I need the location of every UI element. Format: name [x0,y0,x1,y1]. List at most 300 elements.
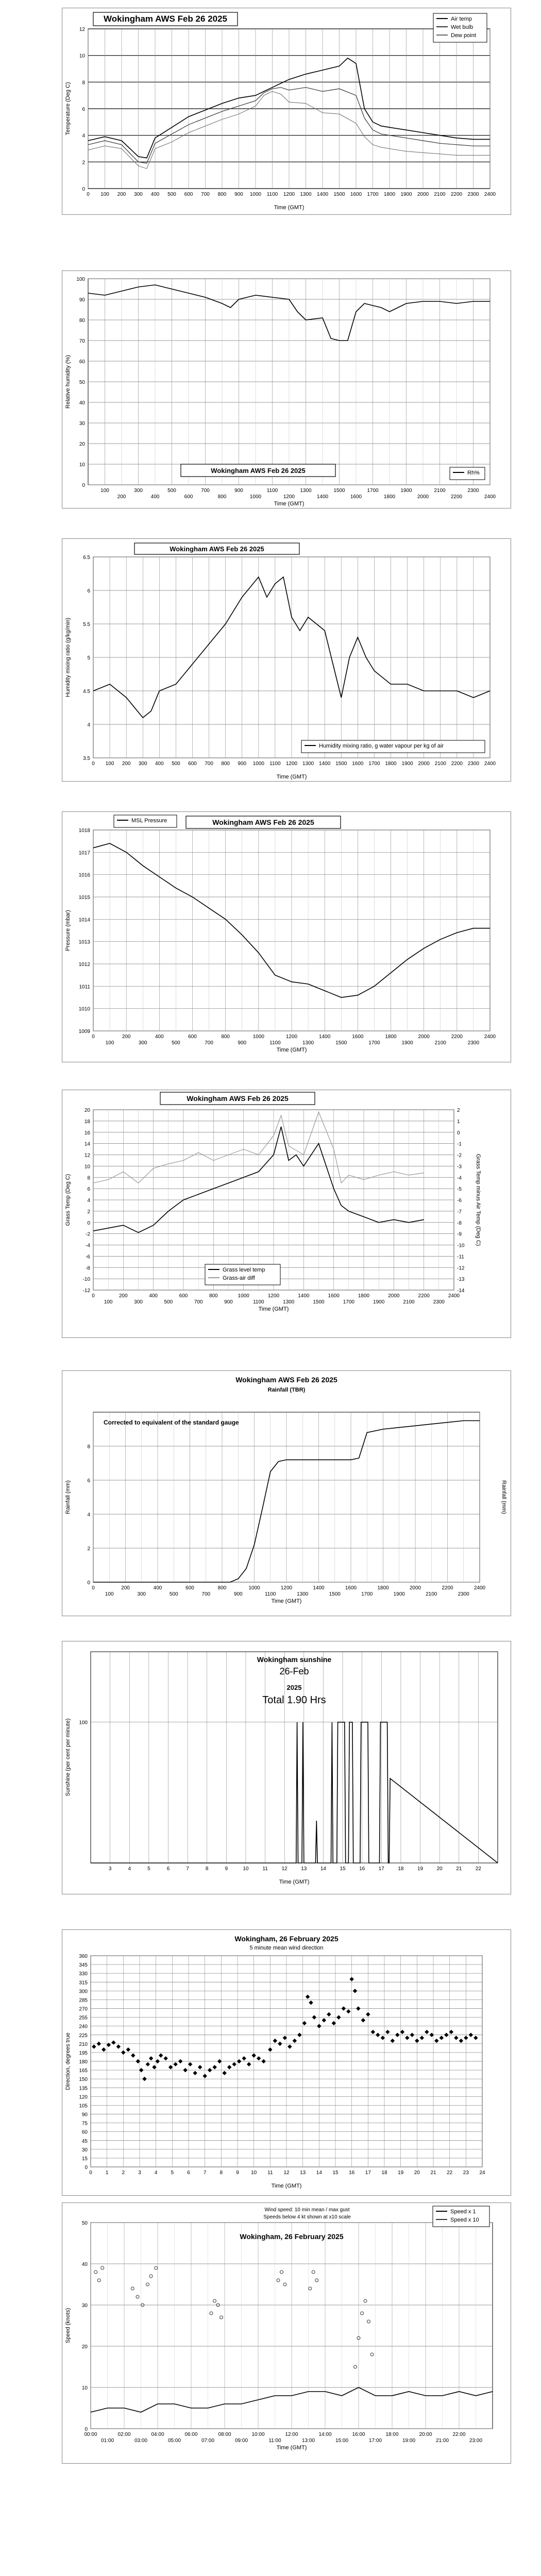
x-tick-label: 2200 [418,1293,430,1299]
x-tick-label: 700 [201,488,210,494]
y-axis-label: Sunshine (per cent per minute) [65,1718,71,1797]
x-tick-label: 17:00 [368,2438,382,2444]
y-tick-label: 80 [79,318,85,324]
y-tick-label: 20 [81,2344,88,2350]
x-tick-label: 500 [167,192,176,197]
y-tick-label: 285 [79,1997,88,2004]
y-right-axis-label: Rainfall (mm) [501,1480,507,1514]
x-tick-label: 2300 [467,1040,480,1046]
chart-subtitle: 26-Feb [279,1666,309,1676]
x-tick-label: 12 [281,1866,288,1872]
x-tick-label: 800 [209,1293,218,1299]
legend-label: Dew point [451,32,476,39]
grass-temperature-chart-panel [62,1090,511,1338]
x-tick-label: 1400 [319,1034,331,1040]
x-tick-label: 8 [205,1866,209,1872]
y-tick-label: 0 [82,187,85,192]
x-tick-label: 2400 [484,761,496,767]
sunshine-total: Total 1.90 Hrs [262,1694,326,1706]
y-axis-label: Humidity mixing ratio (g/kg/min) [65,617,71,698]
chart-subtitle: 5 minute mean wind direction [249,1945,324,1951]
y-tick-label: 8 [87,1175,90,1181]
chart-title: Wokingham AWS Feb 26 2025 [170,545,264,553]
y-right-tick-label: -9 [457,1231,462,1238]
chart-title: Wokingham AWS Feb 26 2025 [211,467,306,474]
x-tick-label: 1200 [267,1293,280,1299]
chart-title: Wokingham sunshine [257,1655,332,1664]
x-tick-label: 6 [187,2170,190,2176]
x-tick-label: 1500 [333,488,345,494]
x-tick-label: 16 [359,1866,365,1872]
y-tick-label: 270 [79,2006,88,2012]
y-tick-label: 12 [84,1153,90,1159]
x-tick-label: 400 [155,761,164,767]
x-tick-label: 400 [155,1034,164,1040]
y-tick-label: -6 [86,1254,90,1260]
y-tick-label: 6.5 [83,555,90,561]
x-tick-label: 20 [414,2170,420,2176]
x-tick-label: 300 [138,1040,147,1046]
temperature-chart [62,8,511,214]
x-axis-label: Time (GMT) [276,2445,307,2451]
x-tick-label: 19:00 [402,2438,416,2444]
y-tick-label: 1015 [78,895,90,901]
temperature-chart-panel [62,8,511,215]
y-right-tick-label: -10 [457,1243,465,1249]
y-tick-label: 16 [84,1130,90,1136]
x-tick-label: 1300 [302,1040,314,1046]
x-tick-label: 18:00 [385,2432,399,2437]
x-tick-label: 400 [150,192,160,197]
x-tick-label: 2400 [484,494,496,500]
y-tick-label: 3.5 [83,756,90,761]
x-tick-label: 04:00 [151,2432,164,2437]
x-tick-label: 900 [234,192,243,197]
x-tick-label: 1800 [377,1585,389,1591]
x-tick-label: 22:00 [452,2432,466,2437]
x-tick-label: 300 [138,761,147,767]
legend-label: Grass level temp [223,1267,265,1273]
x-tick-label: 22 [447,2170,453,2176]
x-tick-label: 2100 [434,488,446,494]
x-tick-label: 15 [332,2170,339,2176]
y-tick-label: 165 [79,2068,88,2074]
y-tick-label: 1018 [78,828,90,834]
x-tick-label: 11 [262,1866,268,1872]
y-right-axis-label: Grass Temp minus Air Temp (Deg C) [475,1154,481,1246]
y-tick-label: 2 [87,1546,90,1552]
x-tick-label: 1700 [343,1299,354,1305]
y-tick-label: 8 [82,80,85,86]
x-tick-label: 900 [238,761,247,767]
x-tick-label: 1600 [345,1585,357,1591]
y-tick-label: 6 [87,1187,90,1193]
x-tick-label: 100 [105,1591,114,1597]
pressure-chart-panel [62,811,511,1062]
x-tick-label: 2300 [458,1591,469,1597]
x-tick-label: 14 [316,2170,322,2176]
x-tick-label: 18 [398,1866,404,1872]
x-tick-label: 1900 [401,1040,413,1046]
x-tick-label: 600 [184,192,193,197]
x-tick-label: 1200 [285,761,298,767]
sunshine-chart-panel [62,1641,511,1894]
x-axis-label: Time (GMT) [271,2183,302,2189]
y-tick-label: 18 [84,1118,90,1125]
x-tick-label: 900 [234,488,243,494]
x-tick-label: 3 [108,1866,112,1872]
x-tick-label: 1000 [249,494,262,500]
x-tick-label: 13:00 [301,2438,315,2444]
y-axis-label: Relative humidity (%) [65,355,71,409]
y-tick-label: 100 [76,277,85,282]
x-tick-label: 4 [128,1866,131,1872]
y-tick-label: 315 [79,1980,88,1986]
y-tick-label: 6 [87,1478,90,1484]
legend-label: Grass-air diff [223,1275,255,1281]
x-tick-label: 1300 [302,761,314,767]
x-tick-label: 1600 [350,494,362,500]
legend-label: Air temp [451,16,472,22]
x-tick-label: 9 [225,1866,228,1872]
y-tick-label: 0 [87,1580,90,1586]
x-tick-label: 1000 [238,1293,249,1299]
x-tick-label: 800 [221,761,230,767]
x-axis-label: Time (GMT) [276,1047,307,1053]
x-tick-label: 200 [122,1034,131,1040]
y-tick-label: 4 [87,1512,90,1518]
x-tick-label: 1300 [283,1299,295,1305]
x-tick-label: 1700 [367,192,379,197]
x-tick-label: 1700 [367,488,379,494]
x-tick-label: 1800 [385,1034,397,1040]
y-tick-label: 100 [79,1720,88,1726]
x-tick-label: 1600 [352,761,364,767]
x-tick-label: 1500 [313,1299,325,1305]
y-tick-label: 120 [79,2094,88,2100]
x-tick-label: 1400 [298,1293,310,1299]
y-right-tick-label: -7 [457,1209,462,1215]
y-tick-label: 4 [82,133,85,139]
x-tick-label: 0 [87,192,90,197]
x-axis-label: Time (GMT) [279,1879,310,1885]
x-axis-label: Time (GMT) [274,501,305,507]
x-tick-label: 1900 [393,1591,405,1597]
y-tick-label: 50 [79,380,85,385]
x-tick-label: 11:00 [268,2438,281,2444]
x-tick-label: 600 [179,1293,188,1299]
x-tick-label: 1400 [316,192,329,197]
x-tick-label: 3 [138,2170,141,2176]
x-tick-label: 1100 [266,192,278,197]
x-tick-label: 1400 [316,494,329,500]
x-tick-label: 1400 [319,761,331,767]
x-tick-label: 24 [479,2170,485,2176]
x-tick-label: 1500 [333,192,345,197]
x-tick-label: 100 [100,488,109,494]
x-tick-label: 1000 [252,1034,264,1040]
x-tick-label: 2100 [403,1299,415,1305]
x-tick-label: 1800 [383,192,396,197]
y-right-tick-label: 1 [457,1118,460,1125]
y-right-tick-label: -4 [457,1175,462,1181]
x-tick-label: 1000 [252,761,264,767]
x-tick-label: 21 [456,1866,462,1872]
x-tick-label: 500 [167,488,176,494]
x-tick-label: 700 [205,761,213,767]
wind-speed-chart-panel [62,2202,511,2464]
y-axis-label: Rainfall (mm) [65,1480,71,1514]
y-right-tick-label: -14 [457,1288,465,1294]
x-tick-label: 11 [267,2170,273,2176]
y-tick-label: 330 [79,1971,88,1977]
x-tick-label: 05:00 [167,2438,181,2444]
x-tick-label: 7 [186,1866,189,1872]
x-tick-label: 200 [117,494,126,500]
y-tick-label: 1016 [78,872,90,878]
x-tick-label: 1300 [297,1591,309,1597]
x-tick-label: 1000 [248,1585,260,1591]
legend-label: Speed x 1 [450,2209,476,2215]
x-tick-label: 8 [219,2170,223,2176]
y-axis-label: Pressure (mbar) [65,910,71,951]
y-tick-label: 180 [79,2059,88,2065]
y-tick-label: 2 [87,1209,90,1215]
y-axis-label: Speed (knots) [65,2308,71,2344]
x-tick-label: 1300 [300,192,312,197]
x-tick-label: 800 [217,494,227,500]
x-tick-label: 200 [119,1293,128,1299]
x-tick-label: 900 [238,1040,247,1046]
x-tick-label: 1800 [383,494,396,500]
y-tick-label: 6 [87,588,90,594]
y-tick-label: 135 [79,2086,88,2092]
x-tick-label: 13 [301,1866,307,1872]
x-tick-label: 2000 [388,1293,400,1299]
chart-title: Wokingham AWS Feb 26 2025 [235,1376,337,1384]
x-tick-label: 1500 [335,761,347,767]
y-tick-label: 45 [81,2138,88,2144]
x-tick-label: 2100 [434,761,446,767]
x-tick-label: 00:00 [84,2432,97,2437]
pressure-chart [62,812,511,1062]
x-tick-label: 1200 [283,494,295,500]
x-tick-label: 600 [188,761,197,767]
y-tick-label: 240 [79,2024,88,2030]
x-tick-label: 2100 [434,1040,446,1046]
y-tick-label: -12 [82,1288,90,1294]
y-tick-label: 10 [81,2385,88,2391]
x-tick-label: 1500 [335,1040,347,1046]
x-tick-label: 2000 [417,494,429,500]
x-tick-label: 0 [92,1034,95,1040]
y-tick-label: 20 [79,442,85,447]
sunshine-chart [62,1641,511,1894]
x-tick-label: 9 [236,2170,239,2176]
y-right-tick-label: -12 [457,1265,465,1272]
x-tick-label: 1900 [400,192,412,197]
y-tick-label: -4 [86,1243,90,1249]
x-tick-label: 300 [134,488,143,494]
x-tick-label: 800 [221,1034,230,1040]
y-tick-label: 1017 [78,850,90,856]
y-tick-label: 300 [79,1989,88,1995]
x-tick-label: 21 [430,2170,436,2176]
x-tick-label: 17 [365,2170,371,2176]
y-axis-label: Grass Temp (Deg C) [65,1174,71,1226]
y-tick-label: 90 [81,2112,88,2118]
x-tick-label: 500 [172,761,180,767]
x-tick-label: 1600 [352,1034,364,1040]
x-tick-label: 600 [185,1585,194,1591]
x-tick-label: 2200 [442,1585,453,1591]
chart-title: Wokingham AWS Feb 26 2025 [104,14,227,24]
x-tick-label: 1100 [269,761,281,767]
y-tick-label: -2 [86,1231,90,1238]
x-tick-label: 2100 [426,1591,437,1597]
y-tick-label: 225 [79,2032,88,2039]
x-tick-label: 2300 [467,488,479,494]
y-tick-label: 90 [79,297,85,303]
x-tick-label: 02:00 [117,2432,131,2437]
y-tick-label: 105 [79,2103,88,2109]
x-tick-label: 2 [122,2170,125,2176]
x-tick-label: 23:00 [469,2438,483,2444]
x-tick-label: 400 [149,1293,158,1299]
y-tick-label: 4 [87,1198,90,1204]
x-tick-label: 100 [100,192,109,197]
x-tick-label: 2300 [467,192,479,197]
x-tick-label: 1700 [368,761,380,767]
y-tick-label: 0 [82,483,85,488]
y-tick-label: 210 [79,2041,88,2047]
y-tick-label: 1010 [78,1006,90,1012]
x-tick-label: 14:00 [318,2432,332,2437]
x-tick-label: 1000 [249,192,262,197]
chart-note: Wind speed: 10 min mean / max gust [264,2207,350,2213]
x-tick-label: 03:00 [134,2438,148,2444]
y-tick-label: 8 [87,1444,90,1450]
y-tick-label: 195 [79,2050,88,2056]
x-tick-label: 01:00 [100,2438,114,2444]
x-tick-label: 1800 [385,761,397,767]
y-tick-label: 150 [79,2077,88,2083]
x-tick-label: 400 [150,494,160,500]
x-tick-label: 1900 [373,1299,385,1305]
x-tick-label: 19 [398,2170,404,2176]
x-tick-label: 300 [134,192,143,197]
y-tick-label: 0 [84,2427,88,2432]
x-tick-label: 1900 [401,761,413,767]
legend-label: Humidity mixing ratio, g water vapour per kg of air [319,743,444,749]
x-tick-label: 800 [217,1585,227,1591]
wind-speed-chart [62,2203,511,2463]
rainfall-chart-panel [62,1370,511,1616]
x-tick-label: 300 [137,1591,146,1597]
chart-title: Wokingham, 26 February 2025 [234,1935,339,1943]
x-tick-label: 4 [154,2170,158,2176]
x-tick-label: 1600 [350,192,362,197]
y-right-tick-label: -2 [457,1153,462,1159]
y-right-tick-label: 0 [457,1130,460,1136]
x-tick-label: 900 [233,1591,243,1597]
y-tick-label: 0 [87,1220,90,1226]
x-tick-label: 100 [104,1299,113,1305]
x-tick-label: 19 [417,1866,424,1872]
y-tick-label: 50 [81,2221,88,2226]
y-tick-label: 345 [79,1962,88,1969]
y-tick-label: 30 [79,421,85,427]
y-right-tick-label: 2 [457,1108,460,1113]
x-tick-label: 21:00 [435,2438,449,2444]
x-tick-label: 2400 [484,192,496,197]
y-tick-label: 75 [81,2121,88,2127]
x-tick-label: 0 [92,761,95,767]
x-tick-label: 2100 [434,192,446,197]
x-tick-label: 1100 [266,488,278,494]
y-tick-label: 255 [79,2015,88,2021]
chart-subtitle: Rainfall (TBR) [267,1387,306,1393]
chart-title: Wokingham, 26 February 2025 [240,2232,344,2241]
x-tick-label: 500 [164,1299,173,1305]
y-tick-label: 1011 [79,984,90,990]
x-tick-label: 18 [381,2170,387,2176]
x-axis-label: Time (GMT) [271,1598,302,1604]
y-right-tick-label: -8 [457,1220,462,1226]
x-tick-label: 200 [122,761,131,767]
legend-label: Rh% [467,470,480,476]
y-tick-label: 15 [81,2156,88,2162]
x-tick-label: 2000 [409,1585,421,1591]
x-tick-label: 08:00 [218,2432,231,2437]
y-tick-label: 70 [79,338,85,344]
rainfall-chart [62,1371,511,1616]
chart-annotation: Corrected to equivalent of the standard gauge [104,1419,239,1426]
y-tick-label: 40 [79,400,85,406]
x-tick-label: 1500 [329,1591,341,1597]
x-tick-label: 0 [89,2170,92,2176]
legend-label: Wet bulb [451,24,474,30]
y-tick-label: 10 [84,1164,90,1170]
wind-direction-chart-panel [62,1929,511,2196]
x-tick-label: 1700 [368,1040,380,1046]
x-tick-label: 900 [224,1299,233,1305]
y-right-tick-label: -3 [457,1164,462,1170]
x-tick-label: 100 [105,1040,114,1046]
y-tick-label: 12 [79,27,85,32]
y-axis-label: Direction, degrees true [65,2032,71,2090]
y-tick-label: 40 [81,2262,88,2267]
humidity-chart [62,271,511,508]
x-tick-label: 1100 [269,1040,281,1046]
y-tick-label: 30 [81,2303,88,2309]
x-tick-label: 0 [92,1293,95,1299]
x-tick-label: 1100 [264,1591,276,1597]
y-tick-label: 0 [84,2165,88,2171]
x-tick-label: 300 [134,1299,143,1305]
y-tick-label: 360 [79,1954,88,1959]
x-tick-label: 2000 [418,761,430,767]
y-tick-label: 10 [79,462,85,468]
x-tick-label: 6 [166,1866,170,1872]
x-tick-label: 200 [117,192,126,197]
x-tick-label: 1200 [283,192,295,197]
y-tick-label: 1013 [78,939,90,945]
y-tick-label: 60 [79,359,85,365]
chart-note: Speeds below 4 kt shown at x10 scale [263,2214,351,2220]
y-tick-label: 10 [79,53,85,59]
x-tick-label: 15:00 [335,2438,349,2444]
